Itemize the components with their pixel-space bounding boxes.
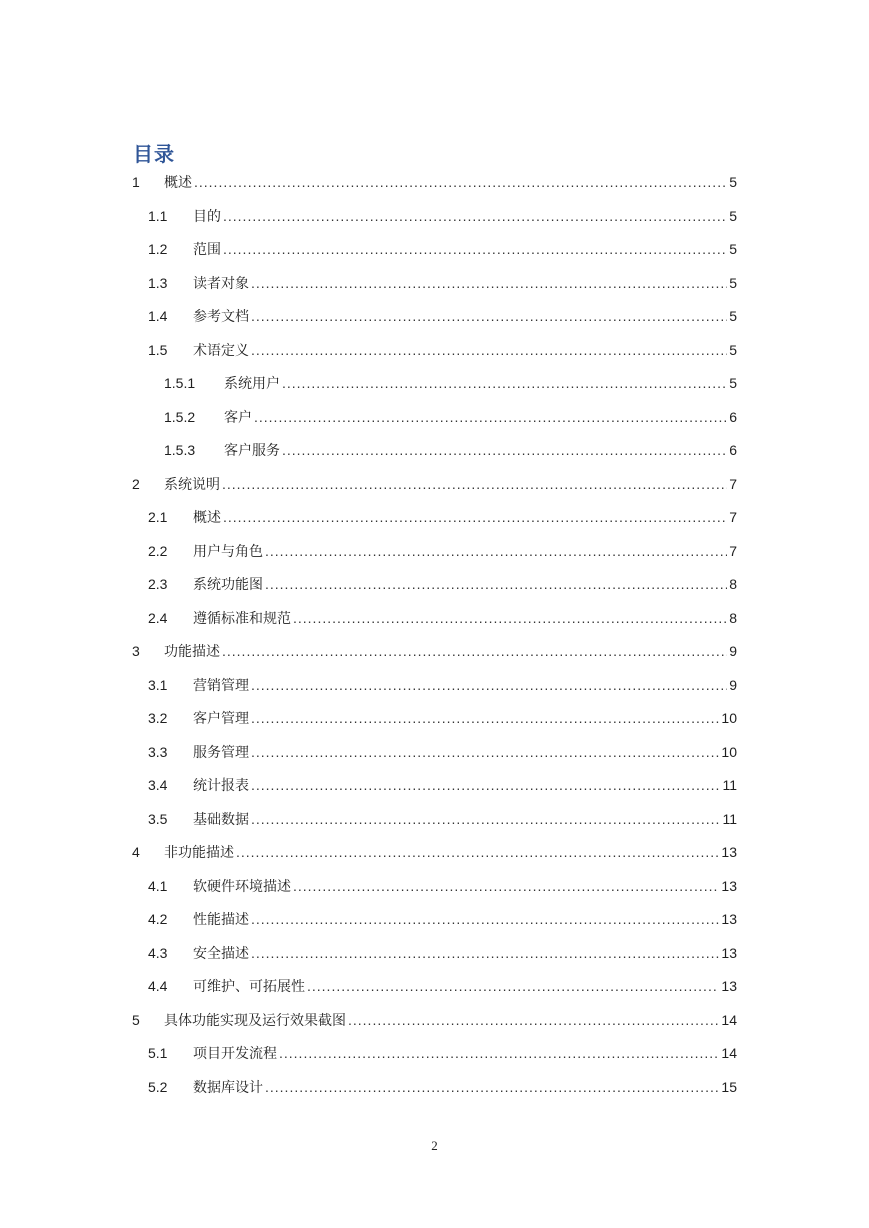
toc-entry[interactable] [0, 371, 869, 395]
toc-entry-page: 5 [729, 207, 737, 224]
toc-leader-dots [223, 505, 727, 529]
toc-entry-label: 客户服务 [224, 443, 280, 459]
toc-entry[interactable] [0, 941, 869, 965]
toc-leader-dots [251, 304, 727, 328]
toc-entry-label: 数据库设计 [193, 1079, 263, 1096]
toc-leader-dots [236, 840, 719, 864]
toc-entry-label: 基础数据 [193, 811, 249, 828]
toc-entry-page: 5 [729, 241, 737, 257]
toc-entry[interactable] [0, 539, 869, 563]
toc-entry-number: 2.4 [148, 609, 168, 626]
toc-entry-number: 1.4 [148, 308, 168, 324]
toc-entry-label: 术语定义 [193, 342, 249, 359]
toc-entry-label: 参考文档 [193, 309, 249, 325]
toc-leader-dots [293, 874, 719, 898]
toc-entry-page: 7 [729, 509, 737, 525]
toc-entry[interactable] [0, 572, 869, 596]
toc-entry-label: 可维护、可拓展性 [193, 979, 305, 995]
toc-entry[interactable] [0, 405, 869, 429]
toc-entry-number: 4.1 [148, 877, 168, 894]
page-number: 2 [431, 1138, 438, 1153]
toc-entry-page: 9 [729, 643, 737, 659]
toc-leader-dots [254, 405, 727, 429]
toc-entry-label: 服务管理 [193, 744, 249, 761]
toc-entry[interactable] [0, 505, 869, 529]
toc-entry-number: 2.2 [148, 542, 168, 559]
toc-entry-number: 1.5.2 [164, 408, 196, 425]
toc-leader-dots [251, 807, 720, 831]
toc-entry[interactable] [0, 907, 869, 931]
toc-leader-dots [223, 237, 727, 261]
toc-entry[interactable] [0, 438, 869, 462]
toc-entry-number: 2.1 [148, 509, 168, 525]
toc-entry-label: 统计报表 [193, 778, 249, 794]
toc-entry[interactable] [0, 740, 869, 764]
toc-entry-label: 软硬件环境描述 [193, 878, 291, 895]
toc-entry-page: 6 [729, 408, 737, 425]
toc-entry-label: 安全描述 [193, 945, 249, 962]
toc-entry[interactable] [0, 204, 869, 228]
toc-entry-page: 5 [729, 341, 737, 358]
toc-entry-number: 3.4 [148, 777, 168, 793]
toc-leader-dots [251, 673, 727, 697]
toc-entry[interactable] [0, 304, 869, 328]
toc-entry-page: 6 [729, 442, 737, 458]
toc-entry-label: 具体功能实现及运行效果截图 [164, 1012, 346, 1029]
toc-leader-dots [279, 1041, 719, 1065]
toc-entry[interactable] [0, 338, 869, 362]
toc-entry[interactable] [0, 773, 869, 797]
toc-leader-dots [348, 1008, 719, 1032]
toc-entry-page: 5 [729, 375, 737, 391]
toc-entry[interactable] [0, 1041, 869, 1065]
toc-leader-dots [293, 606, 727, 630]
toc-entry-number: 1.5.3 [164, 442, 196, 458]
toc-entry-number: 5.1 [148, 1045, 168, 1061]
toc-entry-page: 7 [729, 542, 737, 559]
toc-entry-label: 用户与角色 [193, 543, 263, 560]
toc-entry-label: 非功能描述 [164, 845, 234, 861]
toc-entry-page: 11 [722, 777, 737, 793]
toc-leader-dots [251, 271, 727, 295]
toc-entry-number: 3.2 [148, 710, 168, 726]
toc-entry-label: 目的 [193, 208, 221, 225]
toc-leader-dots [251, 941, 719, 965]
toc-entry-number: 1.1 [148, 207, 168, 224]
toc-entry-label: 客户 [224, 409, 252, 426]
toc-entry-label: 遵循标准和规范 [193, 610, 291, 627]
toc-entry[interactable] [0, 606, 869, 630]
toc-entry-page: 8 [729, 609, 737, 626]
toc-entry-number: 4 [132, 844, 140, 860]
toc-entry[interactable] [0, 974, 869, 998]
toc-entry[interactable] [0, 1008, 869, 1032]
toc-leader-dots [251, 338, 727, 362]
toc-entry-label: 概述 [193, 510, 221, 526]
toc-entry-page: 13 [721, 844, 737, 860]
toc-leader-dots [265, 1075, 719, 1099]
toc-leader-dots [265, 572, 727, 596]
toc-entry-number: 4.4 [148, 978, 168, 994]
toc-entry-number: 1.3 [148, 274, 168, 291]
toc-entry-number: 3.3 [148, 743, 168, 760]
toc-entry-page: 10 [721, 743, 737, 760]
toc-leader-dots [282, 371, 727, 395]
toc-entry-number: 3.5 [148, 810, 168, 827]
toc-entry-page: 13 [721, 911, 737, 927]
toc-entry-page: 5 [729, 274, 737, 291]
toc-entry-number: 3.1 [148, 676, 168, 693]
toc-entry-label: 概述 [164, 175, 192, 191]
toc-entry-number: 2.3 [148, 576, 168, 592]
toc-entry-page: 5 [729, 174, 737, 190]
toc-entry[interactable] [0, 874, 869, 898]
toc-entry-page: 9 [729, 676, 737, 693]
toc-entry-label: 营销管理 [193, 677, 249, 694]
toc-entry[interactable] [0, 673, 869, 697]
toc-entry-number: 4.2 [148, 911, 168, 927]
toc-entry-number: 1.5 [148, 341, 168, 358]
toc-entry-label: 功能描述 [164, 644, 220, 660]
toc-entry-label: 系统功能图 [193, 577, 263, 593]
toc-entry-number: 4.3 [148, 944, 168, 961]
toc-entry-page: 13 [721, 978, 737, 994]
toc-entry[interactable] [0, 807, 869, 831]
toc-entry-page: 14 [721, 1045, 737, 1061]
toc-leader-dots [222, 472, 727, 496]
toc-entry-page: 13 [721, 877, 737, 894]
toc-leader-dots [251, 706, 719, 730]
toc-entry[interactable] [0, 237, 869, 261]
toc-leader-dots [282, 438, 727, 462]
toc-leader-dots [251, 907, 719, 931]
toc-entry[interactable] [0, 706, 869, 730]
toc-entry-number: 1.5.1 [164, 375, 196, 391]
toc-leader-dots [251, 740, 719, 764]
toc-entry[interactable] [0, 840, 869, 864]
toc-leader-dots [251, 773, 720, 797]
toc-entry-label: 读者对象 [193, 275, 249, 292]
toc-entry-page: 10 [721, 710, 737, 726]
toc-entry-label: 范围 [193, 242, 221, 258]
toc-entry-page: 14 [721, 1011, 737, 1028]
toc-entry-page: 15 [721, 1078, 737, 1095]
toc-leader-dots [223, 204, 727, 228]
toc-entry-page: 5 [729, 308, 737, 324]
toc-entry-number: 5 [132, 1011, 140, 1028]
toc-entry-page: 11 [722, 810, 737, 827]
toc-entry-label: 客户管理 [193, 711, 249, 727]
toc-entry-page: 13 [721, 944, 737, 961]
toc-entry-number: 3 [132, 643, 140, 659]
toc-entry-label: 项目开发流程 [193, 1046, 277, 1062]
toc-entry[interactable] [0, 271, 869, 295]
toc-entry-label: 系统说明 [164, 476, 220, 493]
toc-entry-label: 性能描述 [193, 912, 249, 928]
toc-entry-number: 1.2 [148, 241, 168, 257]
toc-entry-number: 5.2 [148, 1078, 168, 1095]
toc-entry[interactable] [0, 1075, 869, 1099]
toc-leader-dots [194, 170, 727, 194]
toc-entry[interactable] [0, 170, 869, 194]
toc-entry-number: 1 [132, 174, 140, 190]
toc-leader-dots [307, 974, 719, 998]
toc-leader-dots [265, 539, 727, 563]
toc-entry-number: 2 [132, 475, 140, 492]
toc-entry-label: 系统用户 [224, 376, 280, 392]
toc-entry[interactable] [0, 472, 869, 496]
toc-title: 目录 [133, 142, 175, 166]
toc-entry-page: 7 [729, 475, 737, 492]
toc-entry[interactable] [0, 639, 869, 663]
toc-entry-page: 8 [729, 576, 737, 592]
toc-leader-dots [222, 639, 727, 663]
